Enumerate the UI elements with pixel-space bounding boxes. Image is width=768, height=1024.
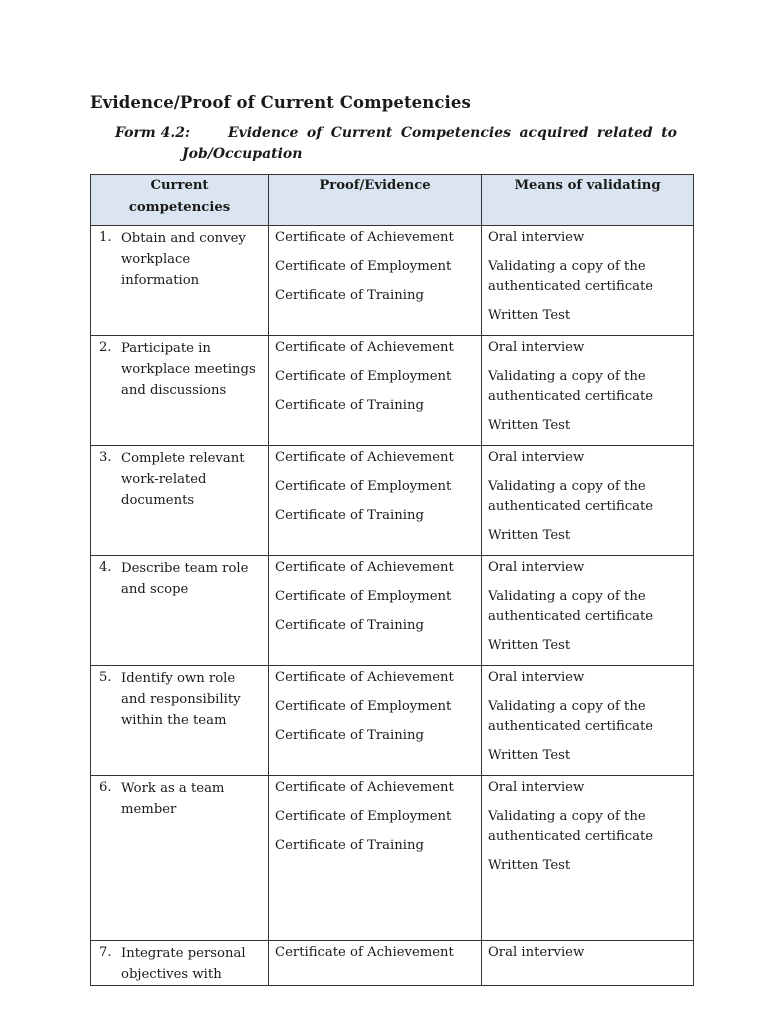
proof-item: Certificate of Training	[275, 288, 424, 303]
means-item: Validating a copy of the authenticated certificate	[488, 699, 654, 734]
means-item: Validating a copy of the authenticated certificate	[488, 369, 654, 404]
competency-text: Participate in workplace meetings and discussions	[121, 341, 256, 398]
means-cell	[482, 556, 694, 666]
proof-cell	[269, 446, 482, 556]
proof-cell	[269, 226, 482, 336]
page-title: Evidence/Proof of Current Competencies	[90, 93, 471, 112]
means-item: Written Test	[488, 308, 571, 323]
proof-cell	[269, 336, 482, 446]
means-cell	[482, 776, 694, 941]
means-cell	[482, 226, 694, 336]
form-description-continued: Job/Occupation	[182, 146, 303, 162]
proof-item: Certificate of Achievement	[275, 945, 454, 960]
proof-item: Certificate of Employment	[275, 369, 452, 384]
means-item: Written Test	[488, 748, 571, 763]
form-caption	[115, 125, 677, 141]
competency-text: Describe team role and scope	[121, 561, 249, 597]
header-proof-evidence: Proof/Evidence	[269, 175, 482, 226]
means-item: Oral interview	[488, 230, 585, 245]
form-number: Form 4.2:	[115, 125, 191, 141]
competency-text: Integrate personal objectives with	[121, 946, 246, 982]
proof-item: Certificate of Employment	[275, 809, 452, 824]
proof-item: Certificate of Achievement	[275, 670, 454, 685]
proof-item: Certificate of Training	[275, 618, 424, 633]
means-item: Written Test	[488, 418, 571, 433]
means-cell	[482, 941, 694, 986]
row-number: 4.	[99, 560, 112, 575]
means-cell	[482, 336, 694, 446]
proof-item: Certificate of Training	[275, 838, 424, 853]
row-number: 2.	[99, 340, 112, 355]
means-cell	[482, 446, 694, 556]
proof-cell	[269, 941, 482, 986]
competency-cell	[91, 336, 269, 446]
proof-item: Certificate of Training	[275, 398, 424, 413]
competency-cell	[91, 446, 269, 556]
means-item: Oral interview	[488, 560, 585, 575]
proof-item: Certificate of Achievement	[275, 340, 454, 355]
competency-text: Identify own role and responsibility within the team	[121, 671, 241, 728]
row-number: 5.	[99, 670, 112, 685]
proof-cell	[269, 556, 482, 666]
competencies-table	[90, 174, 694, 986]
means-item: Validating a copy of the authenticated certificate	[488, 479, 654, 514]
table-row	[91, 666, 694, 776]
means-item: Validating a copy of the authenticated certificate	[488, 259, 654, 294]
proof-cell	[269, 666, 482, 776]
proof-item: Certificate of Achievement	[275, 780, 454, 795]
means-item: Validating a copy of the authenticated certificate	[488, 589, 654, 624]
proof-item: Certificate of Employment	[275, 699, 452, 714]
means-item: Validating a copy of the authenticated certificate	[488, 809, 654, 844]
means-cell	[482, 666, 694, 776]
competency-text: Work as a team member	[121, 781, 225, 817]
proof-item: Certificate of Employment	[275, 259, 452, 274]
proof-item: Certificate of Achievement	[275, 450, 454, 465]
competency-text: Complete relevant work-related documents	[121, 451, 245, 508]
row-number: 1.	[99, 230, 112, 245]
table-row	[91, 776, 694, 941]
row-number: 3.	[99, 450, 112, 465]
header-current-competencies: Current competencies	[91, 175, 269, 226]
proof-cell	[269, 776, 482, 941]
proof-item: Certificate of Achievement	[275, 560, 454, 575]
table-row	[91, 336, 694, 446]
means-item: Written Test	[488, 858, 571, 873]
competency-cell	[91, 556, 269, 666]
table-header-row	[91, 175, 694, 226]
proof-item: Certificate of Training	[275, 728, 424, 743]
competency-cell	[91, 666, 269, 776]
row-number: 7.	[99, 945, 112, 960]
means-item: Oral interview	[488, 340, 585, 355]
proof-item: Certificate of Employment	[275, 589, 452, 604]
table-row	[91, 226, 694, 336]
table-row	[91, 941, 694, 986]
form-description: Evidence of Current Competencies acquired related to	[228, 125, 677, 141]
proof-item: Certificate of Training	[275, 508, 424, 523]
header-means-of-validating: Means of validating	[482, 175, 694, 226]
means-item: Written Test	[488, 638, 571, 653]
competency-text: Obtain and convey workplace information	[121, 231, 246, 288]
means-item: Oral interview	[488, 780, 585, 795]
table-row	[91, 446, 694, 556]
means-item: Written Test	[488, 528, 571, 543]
competency-cell	[91, 226, 269, 336]
means-item: Oral interview	[488, 670, 585, 685]
proof-item: Certificate of Employment	[275, 479, 452, 494]
means-item: Oral interview	[488, 945, 585, 960]
competency-cell	[91, 941, 269, 986]
means-item: Oral interview	[488, 450, 585, 465]
competency-cell	[91, 776, 269, 941]
table-row	[91, 556, 694, 666]
proof-item: Certificate of Achievement	[275, 230, 454, 245]
row-number: 6.	[99, 780, 112, 795]
